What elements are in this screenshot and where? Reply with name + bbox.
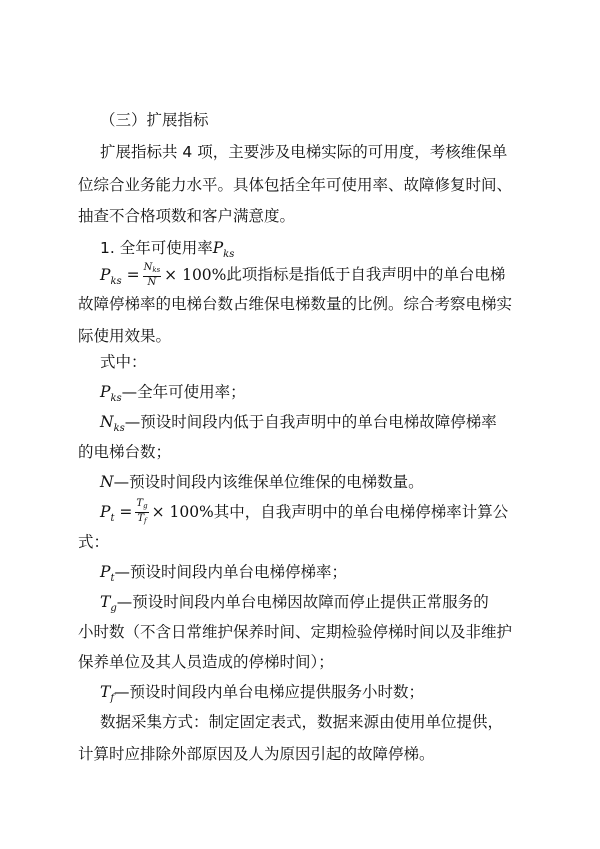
def-pt: $P_t—$预设时间段内单台电梯停梯率； [100, 563, 347, 584]
formula-2-cont: 式： [78, 533, 110, 551]
section-heading: （三）扩展指标 [100, 111, 209, 129]
def-pks: $P_{ks}—$全年可使用率； [100, 383, 246, 404]
formula-2: $P_t$ = $\frac{T_g}{T_f}$ × 100% [100, 498, 214, 525]
collection-line-2: 计算时应排除外部原因及人为原因引起的故障停梯。 [78, 745, 435, 763]
def-tg-cont-2: 保养单位及其人员造成的停梯时间）； [78, 653, 334, 671]
def-nks: $N_{ks}—$预设时间段内低于自我声明中的单台电梯故障停梯率 [100, 413, 497, 434]
formula-1-cont-1: 故障停梯率的电梯台数占维保电梯数量的比例。综合考察电梯实 [78, 295, 513, 313]
def-nks-cont: 的电梯台数； [78, 443, 172, 461]
def-tf: $T_f—$预设时间段内单台电梯应提供服务小时数； [100, 683, 425, 704]
intro-line-3: 抽查不合格项数和客户满意度。 [78, 207, 296, 225]
formula-1-line: $P_{ks}$ = $\frac{N_{ks}}{N}$ × 100%此项指标是指低于自我声明中的单台电梯 [100, 262, 506, 288]
def-n: N—预设时间段内该维保单位维保的电梯数量。 [100, 473, 424, 491]
item1-title: 1. 全年可使用率$P_{ks}$ [100, 239, 235, 260]
intro-line-2: 位综合业务能力水平。具体包括全年可使用率、故障修复时间、 [78, 176, 513, 194]
def-tg: $T_g—$预设时间段内单台电梯因故障而停止提供正常服务的 [100, 593, 489, 614]
where-label: 式中： [100, 353, 147, 371]
collection-line-1: 数据采集方式：制定固定表式，数据来源由使用单位提供， [100, 713, 504, 731]
formula-1: $P_{ks}$ = $\frac{N_{ks}}{N}$ × 100% [100, 262, 227, 288]
intro-line-1: 扩展指标共 4 项，主要涉及电梯实际的可用度，考核维保单 [100, 143, 508, 161]
formula-1-cont-2: 际使用效果。 [78, 327, 172, 345]
formula-2-line: $P_t$ = $\frac{T_g}{T_f}$ × 100%其中，自我声明中的单台电梯停梯率计算公 [100, 498, 509, 525]
def-tg-cont-1: 小时数（不含日常维护保养时间、定期检验停梯时间以及非维护 [78, 623, 513, 641]
